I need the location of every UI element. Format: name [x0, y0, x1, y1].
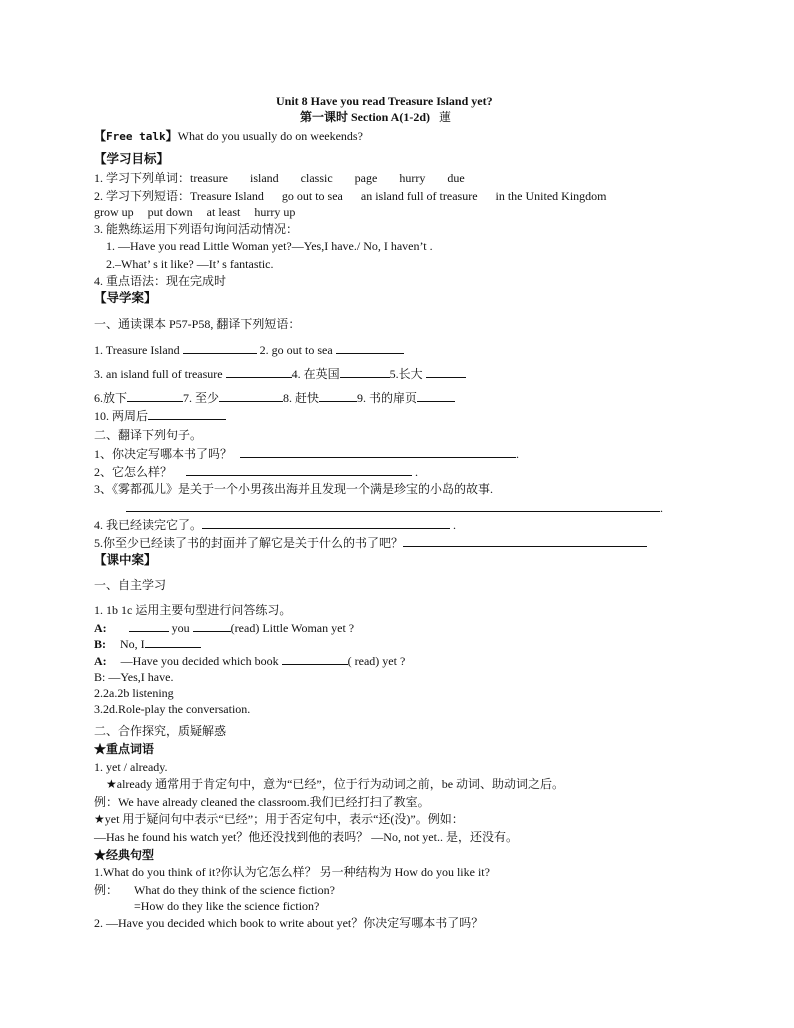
class-task-3: 3.2d.Role-play the conversation. — [94, 702, 251, 716]
section-heading-guide: 【导学案】 — [94, 291, 157, 305]
classic-heading: ★经典句型 — [94, 848, 155, 862]
sentence-2: 2、它怎么样？ . — [94, 465, 419, 479]
author-mark: 蓮 — [439, 110, 452, 124]
already-example: 例：We have already cleaned the classroom.我们已经打扫了教室。 — [94, 795, 430, 809]
phrase-row-1: 1. Treasure Island 2. go out to sea — [94, 342, 404, 358]
goals-sentence-2: 2.–What’ s it like? —It’ s fantastic. — [106, 257, 274, 271]
guide-sec2: 二、翻译下列句子。 — [94, 428, 203, 442]
goals-phrases-cont: grow up put down at least hurry up — [94, 205, 296, 219]
dialog-b1: B: No, I — [94, 636, 201, 652]
doc-subtitle — [300, 110, 451, 125]
phrase-row-3: 6.放下 7. 至少 8. 赶快 9. 书的扉页 — [94, 390, 455, 406]
goals-words: 1. 学习下列单词：treasure island classic page hurry due — [94, 171, 465, 185]
class-sec1: 一、自主学习 — [94, 578, 167, 592]
goals-sentences: 3. 能熟练运用下列语句询问活动情况： — [94, 222, 299, 236]
free-talk: 【Free talk】What do you usually do on weekends? — [94, 129, 363, 143]
sentence-5: 5.你至少已经读了书的封面并了解它是关于什么的书了吧？ — [94, 535, 647, 551]
sentence-3: 3、《雾都孤儿》是关于一个小男孩出海并且发现一个满是珍宝的小岛的故事. — [94, 482, 494, 496]
free-talk-tag: Free talk — [106, 130, 166, 143]
dialog-b2: B: —Yes,I have. — [94, 670, 174, 684]
goals-sentence-1: 1. —Have you read Little Woman yet?—Yes,I have./ No, I haven’t . — [106, 239, 433, 253]
sentence-3-answer: . — [126, 500, 663, 516]
already-rule: ★already 通常用于肯定句中，意为“已经”，位于行为动词之前，be 动词、助动词之后。 — [106, 777, 565, 791]
goals-grammar: 4. 重点语法：现在完成时 — [94, 274, 227, 288]
section-heading-goals: 【学习目标】 — [94, 152, 170, 166]
yet-rule: ★yet 用于疑问句中表示“已经”；用于否定句中，表示“还(没)”。例如： — [94, 812, 464, 826]
goals-phrases: 2. 学习下列短语：Treasure Island go out to sea an island full of treasure in the United Kingdom — [94, 189, 607, 203]
classic-1: 1.What do you think of it?你认为它怎么样？ 另一种结构为 How do you like it? — [94, 865, 490, 879]
classic-2: 2. —Have you decided which book to write about yet？你决定写哪本书了吗？ — [94, 916, 484, 930]
free-talk-text: What do you usually do on weekends? — [177, 129, 363, 143]
class-task-1: 1. 1b 1c 运用主要句型进行问答练习。 — [94, 603, 292, 617]
classic-example-2: =How do they like the science fiction? — [134, 899, 320, 913]
phrase-row-2: 3. an island full of treasure 4. 在英国 5.长大 — [94, 366, 466, 382]
yet-example: —Has he found his watch yet？他还没找到他的表吗？ —No, not yet.. 是，还没有。 — [94, 830, 518, 844]
key-words-heading: ★重点词语 — [94, 742, 155, 756]
section-heading-class: 【课中案】 — [94, 553, 157, 567]
class-task-2: 2.2a.2b listening — [94, 686, 174, 700]
key-word-1: 1. yet / already. — [94, 760, 168, 774]
dialog-a2: A: —Have you decided which book ( read) yet ? — [94, 654, 406, 668]
class-sec2: 二、合作探究，质疑解惑 — [94, 724, 227, 738]
sentence-1: 1、你决定写哪本书了吗？ . — [94, 447, 520, 461]
phrase-row-4: 10. 两周后 — [94, 408, 226, 424]
doc-title: Unit 8 Have you read Treasure Island yet? — [276, 94, 493, 108]
dialog-a1: A: you (read) Little Woman yet ? — [94, 621, 355, 635]
classic-example-1: 例： What do they think of the science fiction? — [94, 883, 335, 897]
sentence-4: 4. 我已经读完它了。 . — [94, 518, 457, 532]
guide-sec1: 一、通读课本 P57-P58, 翻译下列短语： — [94, 317, 301, 331]
lesson-label: 第一课时 Section A(1-2d) — [300, 110, 430, 124]
